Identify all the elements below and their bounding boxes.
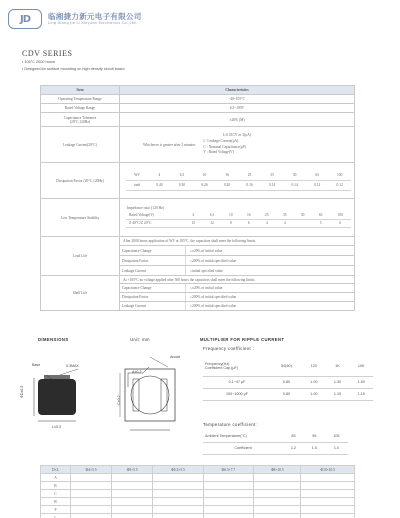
freq-val: 1.00 [302, 376, 326, 388]
l-label: L±0.3 [52, 425, 61, 429]
item-value: ≤200% of initial specified value [190, 258, 237, 263]
row-label: Shelf Life [41, 276, 120, 311]
row-label: Leakage Current(20°C) [41, 127, 120, 163]
wv-cell: 25 [238, 170, 261, 180]
rv-cell: 100 [330, 211, 351, 219]
feature-bullet: • 105°C 2000 hours [22, 60, 56, 64]
rv-cell: 10 [222, 211, 240, 219]
size-head: Φ8×10.5 [254, 466, 301, 474]
c-label: C±0.2 [117, 395, 121, 405]
z-cell [294, 219, 312, 227]
wv-cell: 63 [306, 170, 329, 180]
leakage-def: C : Nominal Capacitance(μF) [203, 144, 246, 149]
row-label: Low Temperature Stability [41, 199, 120, 237]
row-value [120, 163, 355, 199]
leakage-formula: I≤0.01CV or 3(μA) [223, 133, 251, 138]
temp-head: Temperature coefficient : [203, 422, 259, 427]
size-head: D×L [41, 466, 71, 474]
wv-cell: 35 [261, 170, 284, 180]
freq-cap: 0.1~47 μF [203, 376, 271, 388]
wv-cell: 50 [283, 170, 306, 180]
feature-bullet: • Designed for surface mounting on high density circuit board [22, 67, 125, 71]
frequency-table [203, 356, 373, 401]
wv-label: WV [126, 170, 148, 180]
freq-head: Frequency coefficient : [203, 346, 255, 351]
freq-col: 10K [349, 356, 373, 376]
row-label: Rated Voltage Range [41, 104, 120, 113]
row-label [41, 113, 120, 127]
characteristics-table [40, 85, 355, 311]
load-item [120, 266, 355, 276]
size-row-label: P [41, 506, 71, 514]
tan-cell: 0.26 [193, 180, 216, 190]
freq-val: 0.80 [271, 376, 302, 388]
z-cell: 6 [330, 219, 351, 227]
col-header-characteristics: Characteristics [120, 86, 355, 95]
rv-label: Rated Voltage(V) [126, 211, 184, 219]
row-label-line: (20°C,120Hz) [69, 119, 91, 124]
freq-col: 120 [302, 356, 326, 376]
temp-val: 105 [325, 430, 348, 442]
row-label-line: Capacitance Tolerance [63, 115, 97, 120]
tan-cell: 0.30 [171, 180, 194, 190]
rv-cell: 6.3 [202, 211, 222, 219]
leakage-def: I : Leakage Current(μA) [203, 139, 239, 144]
df-table [126, 170, 351, 191]
tan-cell: 0.12 [328, 180, 351, 190]
tan-cell: 0.40 [148, 180, 171, 190]
size-row-label: L [41, 514, 71, 518]
rv-cell: 63 [312, 211, 330, 219]
top-view-outline [125, 369, 175, 421]
size-head: Φ6.3×7.7 [203, 466, 253, 474]
size-row-label: W [41, 498, 71, 506]
freq-val: 1.10 [326, 388, 350, 400]
dimension-drawing [20, 345, 200, 440]
phi-label: ΦD±0.5 [20, 385, 24, 398]
z-cell: 8 [222, 219, 240, 227]
anode-label: Anode [170, 355, 181, 359]
wv-cell: 100 [328, 170, 351, 180]
wv-cell: 10 [193, 170, 216, 180]
tan-cell: 0.12 [306, 180, 329, 190]
wv-cell: 4 [148, 170, 171, 180]
size-table [40, 465, 355, 518]
item-value: ≤200% of initial specified value [190, 295, 237, 299]
series-title: CDV SERIES [22, 49, 73, 58]
item-value: ≤±20% of initial value [190, 248, 223, 253]
load-item [120, 246, 355, 256]
size-row-label: B [41, 482, 71, 490]
freq-cap: 100~1000 μF [203, 388, 271, 400]
rv-cell: 35 [276, 211, 294, 219]
capacitor-body [38, 379, 76, 415]
freq-val: 1.30 [326, 376, 350, 388]
tan-cell: 0.16 [238, 180, 261, 190]
tan-cell: 0.14 [283, 180, 306, 190]
impedance-head: Impedance ratio (120 Hz) [127, 206, 165, 211]
row-value: 6.3~100V [120, 104, 355, 113]
coef-val: 1.5 [304, 442, 325, 454]
item-value: ≤±20% of initial value [190, 286, 223, 290]
row-label: Load Life [41, 237, 120, 276]
temp-val: 85 [283, 430, 304, 442]
item-key: Dissipation Factor [120, 256, 186, 265]
item-key: Capacitance Change [120, 284, 186, 292]
temp-label: Ambient Temperature(°C) [203, 430, 283, 442]
coef-label: Coefficient [203, 442, 283, 454]
freq-col-label: Frequency(Hz) [205, 361, 230, 366]
unit-label: Unit: mm [130, 337, 150, 342]
freq-val: 1.50 [349, 376, 373, 388]
top-view-circle [131, 376, 169, 414]
size-head: Φ4×5.5 [71, 466, 112, 474]
size-row-label: A [41, 474, 71, 482]
company-header [8, 8, 392, 30]
shelf-intro: At +105°C no voltage applied after 500 hours the capacitors shall meet the following limits. [120, 276, 355, 284]
row-label: Dissipation Factor (20°C,120Hz) [41, 163, 120, 199]
company-name-en: Ling Xiang Jie Li Xinyuan Electronics Co.,Ltd. [48, 21, 138, 25]
leakage-condition: Whichever is greater after 2 minutes [143, 143, 196, 148]
freq-val: 1.00 [302, 388, 326, 400]
row-value [120, 199, 355, 237]
item-key: Capacitance Change [120, 246, 186, 255]
freq-col: 1K [326, 356, 350, 376]
tan-cell: 0.14 [261, 180, 284, 190]
z-cell: 4 [276, 219, 294, 227]
z-cell: 15 [184, 219, 202, 227]
dimensions-title: DIMENSIONS [38, 337, 69, 342]
company-name-cn: 临湘捷力新元电子有限公司 [48, 12, 142, 21]
load-item [120, 256, 355, 266]
size-head: Φ6.3×5.5 [153, 466, 203, 474]
tan-cell: 0.20 [216, 180, 239, 190]
shelf-item [120, 302, 355, 311]
size-head: Φ10×10.5 [301, 466, 355, 474]
max-label: 0.3MAX [66, 364, 79, 368]
item-value: ≤initial specified value [190, 268, 223, 273]
shelf-item [120, 284, 355, 293]
leakage-def: V : Rated Voltage(V) [203, 150, 234, 155]
row-value: -40~105°C [120, 95, 355, 104]
coef-val: 1.0 [325, 442, 348, 454]
base-label: Base [32, 363, 41, 367]
z-cell: 12 [202, 219, 222, 227]
coef-val: 1.2 [283, 442, 304, 454]
wv-cell: 16 [216, 170, 239, 180]
temp-val: 95 [304, 430, 325, 442]
z-cell: 5 [312, 219, 330, 227]
rv-cell: 50 [294, 211, 312, 219]
row-label: Operating Temperature Range [41, 95, 120, 104]
item-key: Leakage Current [120, 302, 186, 310]
a-label: A±0.2 [132, 370, 142, 374]
rv-cell: 25 [258, 211, 276, 219]
temperature-table [203, 430, 348, 455]
z-cell: 6 [240, 219, 258, 227]
item-value: ≤200% of initial specified value [190, 304, 237, 308]
tan-label: tanδ [126, 180, 148, 190]
row-value [120, 127, 355, 163]
z-cell: 4 [258, 219, 276, 227]
load-intro: After 2000 hours application of WV at 105°C, the capacitors shall meet the following limits. [120, 237, 355, 246]
freq-val: 1.15 [349, 388, 373, 400]
wv-cell: 6.3 [171, 170, 194, 180]
rv-cell: 4 [184, 211, 202, 219]
size-row-label: C [41, 490, 71, 498]
item-key: Dissipation Factor [120, 293, 186, 301]
freq-col: 50(60) [271, 356, 302, 376]
size-head: Φ5×5.5 [112, 466, 153, 474]
impedance-table [126, 211, 351, 228]
item-key: Leakage Current [120, 266, 186, 275]
company-logo: JD [8, 9, 42, 29]
col-header-item: Item [41, 86, 120, 95]
freq-val: 0.80 [271, 388, 302, 400]
freq-sub-label: Coefficient Cap.(μF) [205, 365, 239, 370]
rv-cell: 16 [240, 211, 258, 219]
shelf-item [120, 293, 355, 302]
row-value: ±20% (M) [120, 113, 355, 127]
ripple-title: MULTIPLIER FOR RIPPLE CURRENT [200, 337, 285, 342]
z-label: Z-40°C/Z 20°C [126, 219, 184, 227]
